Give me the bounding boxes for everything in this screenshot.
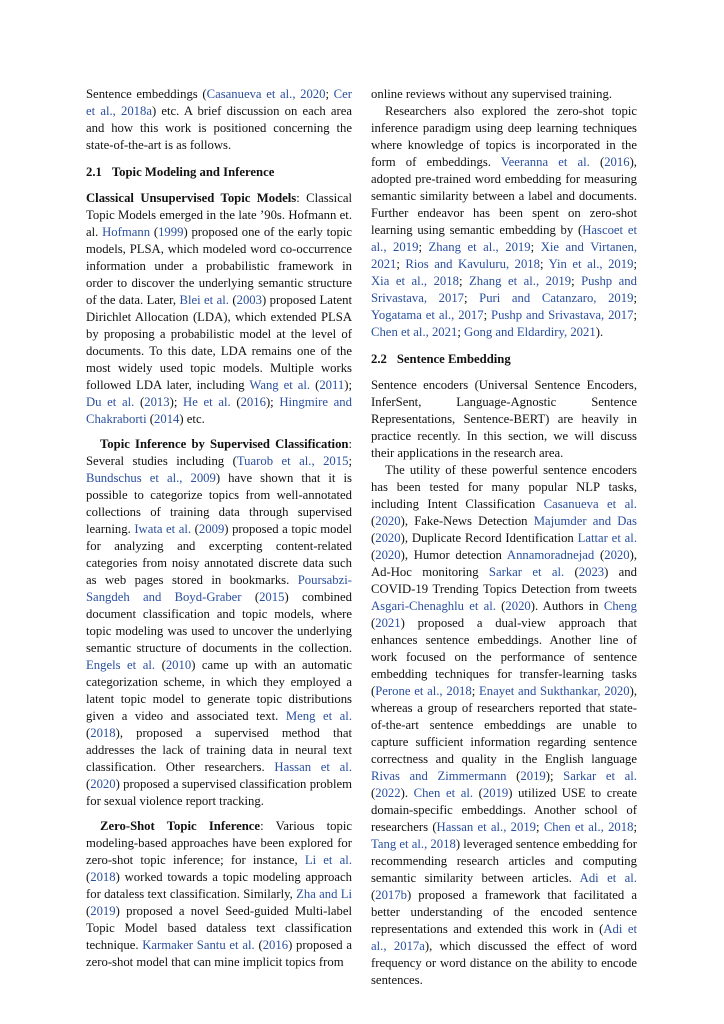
encoder-utility-paragraph [371,462,637,989]
zero-shot-topic-inference-paragraph [86,818,352,971]
run-in-heading: Zero-Shot Topic Inference [100,819,261,833]
text-run: ) proposed Latent Dirichlet Allocation (LDA), which extended PLSA by proposing a probabilistic model at the level of documents. To this date, LDA remains one of the most widely used topic models. Multiple works followed LDA later, including [86,293,352,392]
section-title: Topic Modeling and Inference [111,165,275,179]
citation-link[interactable]: 2020 [90,777,116,791]
citation-link[interactable]: 2011 [319,378,345,392]
citation-link[interactable]: 2019 [482,786,509,800]
text-run: ( [150,225,159,239]
text-run: ( [134,395,145,409]
text-run: ( [371,888,376,902]
citation-link[interactable]: Enayet and Sukthankar, 2020 [479,684,630,698]
text-run: ( [589,155,605,169]
citation-link[interactable]: Annamoradnejad [506,548,595,562]
text-run: ) proposed a dual-view approach that enhances sentence embeddings. Another line of work focused on the performance of sentence embedding techniques for transfer-learning tasks ( [371,616,637,698]
citation-link[interactable]: Lattar et al. [577,531,637,545]
text-run: ; [633,308,637,322]
run-in-heading: Classical Unsupervised Topic Models [86,191,297,205]
citation-link[interactable]: 2013 [144,395,170,409]
citation-link[interactable]: 2020 [375,531,401,545]
citation-link[interactable]: 2023 [578,565,605,579]
citation-link[interactable]: Du et al. [86,395,135,409]
text-run: ; [530,240,541,254]
citation-link[interactable]: Adi et al. [579,871,637,885]
citation-link[interactable]: He et al. [183,395,231,409]
supervised-classification-paragraph [86,436,352,810]
citation-link[interactable]: Chen et al. [413,786,474,800]
text-run: ( [310,378,320,392]
text-run: ) proposed a topic model for analyzing and excerpting content-related categories from noisy annotated discrete data such as web pages stored in bookmarks. [86,522,352,587]
text-run: ) have shown that it is possible to categorize topics from well-annotated collections of training data through supervised learning. [86,471,352,536]
text-run: ; [483,308,492,322]
citation-link[interactable]: 2019 [520,769,546,783]
text-run: ( [506,769,521,783]
text-run: ); [169,395,184,409]
citation-link[interactable]: 2016 [240,395,266,409]
citation-link[interactable]: 2009 [198,522,225,536]
text-run: ; [396,257,406,271]
text-run: ) proposed a supervised classification problem for sexual violence report tracking. [86,777,352,808]
text-run: ), whereas a group of researchers reported that state-of-the-art sentence embeddings are unable to capture sufficient information regarding sentence correctness and quality in the English language [371,684,638,766]
text-run: ), Ad-Hoc monitoring [371,548,638,579]
text-run: ; [536,820,544,834]
citation-link[interactable]: 2021 [375,616,401,630]
text-run: ), proposed a supervised method that addresses the lack of training data in neural text classification. Other researchers. [86,726,352,774]
text-run: ; [458,274,470,288]
text-run: ) leveraged sentence embedding for recommending research articles and computing semantic similarity between articles. [371,837,637,885]
citation-link[interactable]: 2022 [375,786,401,800]
citation-link[interactable]: Sarkar et al. [488,565,565,579]
citation-link[interactable]: Karmaker Santu et al. [142,938,255,952]
citation-link[interactable]: Chen et al., 2021 [371,325,458,339]
citation-link[interactable]: Meng et al. [285,709,352,723]
text-run: ), Humor detection [400,548,507,562]
zero-shot-embeddings-paragraph [371,103,637,341]
text-run: ); [265,395,280,409]
citation-link[interactable]: Hingmire and Chakraborti [86,395,352,426]
right-column [371,86,637,989]
citation-link[interactable]: 2018 [90,870,116,884]
text-run: ( [495,599,506,613]
citation-link[interactable]: Zhang et al., 2019 [469,274,572,288]
text-run: ) came up with an automatic categorization scheme, in which they employed a latent topic model to generate topic distributions given a video and associated text. [86,658,352,723]
text-run: ( [564,565,579,579]
citation-link[interactable]: Rivas and Zimmermann [371,769,507,783]
text-run: ( [241,590,260,604]
text-run: ) utilized USE to create domain-specific embeddings. Another school of researchers ( [371,786,638,834]
section-title: Sentence Embedding [396,352,511,366]
citation-link[interactable]: 2020 [375,548,401,562]
citation-link[interactable]: Sarkar et al. [563,769,637,783]
text-run: online reviews without any supervised training. [371,87,613,101]
citation-link[interactable]: Hassan et al. [274,760,352,774]
text-run: ; [325,87,334,101]
continuation-paragraph [371,86,637,103]
citation-link[interactable]: Poursabzi-Sangdeh and Boyd-Graber [86,573,352,604]
text-run: ) combined document classification and topic models, where topic modeling was used to uncover the underlying semantic structure of documents in the collection. [86,590,353,655]
classical-topic-models-paragraph [86,190,352,428]
citation-link[interactable]: Gong and Eldardiry, 2021 [464,325,596,339]
citation-link[interactable]: 2018 [90,726,116,740]
text-run: ; [464,291,480,305]
citation-link[interactable]: 2015 [259,590,285,604]
citation-link[interactable]: Veeranna et al. [500,155,590,169]
sentence-encoders-paragraph [371,377,637,462]
run-in-heading: Topic Inference by Supervised Classification [100,437,349,451]
section-number: 2.2 [371,352,387,366]
citation-link[interactable]: 2014 [154,412,180,426]
text-run: ; [633,257,637,271]
text-run: ), Duplicate Record Identification [400,531,578,545]
citation-link[interactable]: 2020 [375,514,401,528]
text-run: ), Fake-News Detection [400,514,534,528]
citation-link[interactable]: Casanueva et al. [543,497,637,511]
citation-link[interactable]: 2020 [604,548,630,562]
citation-link[interactable]: 2016 [604,155,630,169]
text-run: : Classical Topic Models emerged in the late ’90s. Hofmann et. al. [86,191,352,239]
text-run: ); [545,769,564,783]
text-run: ), which discussed the effect of word frequency or word distance on the ability to encode sentences. [371,939,637,987]
citation-link[interactable]: 2003 [236,293,262,307]
text-run: ), adopted pre-trained word embedding for measuring semantic similarity between a label and documents. Further endeavor has been spent on zero-shot learning using semantic embedding by ( [371,155,637,237]
text-run: ) etc. A brief discussion on each area and how this work is positioned concerning the state-of-the-art is as follows. [86,104,352,152]
text-run: ( [86,870,91,884]
text-run: The utility of these powerful sentence encoders has been tested for many popular NLP tasks, including Intent Classification [371,463,637,511]
text-run: Sentence embeddings ( [86,87,207,101]
citation-link[interactable]: 2020 [505,599,531,613]
text-run: ( [86,904,91,918]
text-run: ( [191,522,199,536]
citation-link[interactable]: Pushp and Srivastava, 2017 [491,308,634,322]
citation-link[interactable]: Zhang et al., 2019 [428,240,531,254]
text-run: ). [595,325,604,339]
text-run: ). Authors in [530,599,604,613]
citation-link[interactable]: Iwata et al. [134,522,192,536]
text-run: ; [571,274,582,288]
citation-link[interactable]: 2010 [165,658,192,672]
text-run: ( [371,531,376,545]
citation-link[interactable]: 2016 [262,938,289,952]
text-run: ( [594,548,605,562]
citation-link[interactable]: Bundschus et al., 2009 [86,471,216,485]
text-run: Sentence encoders (Universal Sentence Encoders, InferSent, Language-Agnostic Sentence Representations, Sentence-BERT) are heavily in practice recently. In this section, we will discuss their applications in the research area. [371,378,637,460]
text-run: ) proposed one of the early topic models, PLSA, which modeled word co-occurrence information under a probabilistic framework in order to discover the underlying semantic structure of the data. Later, [86,225,352,307]
citation-link[interactable]: Tuarob et al., 2015 [236,454,349,468]
text-run: ( [254,938,263,952]
citation-link[interactable]: Asgari-Chenaghlu et al. [371,599,496,613]
citation-link[interactable]: Majumder and Das [533,514,637,528]
citation-link[interactable]: 1999 [158,225,184,239]
left-column [86,86,352,971]
text-run: ) worked towards a topic modeling approach for dataless text classification. Similarly, [86,870,352,901]
text-run: ( [228,293,237,307]
text-run: : Various topic modeling-based approaches have been explored for zero-shot topic inference; for instance, [86,819,352,867]
text-run: ). [400,786,414,800]
text-run: ; [633,291,637,305]
text-run: ) and COVID-19 Trending Topics Detection from tweets [371,565,637,596]
text-run: ; [348,454,352,468]
citation-link[interactable]: Blei et al. [179,293,229,307]
text-run: ; [540,257,549,271]
text-run: ( [146,412,155,426]
section-number: 2.1 [86,165,102,179]
text-run: ( [371,786,376,800]
citation-link[interactable]: Rios and Kavuluru, 2018 [405,257,540,271]
text-run: ( [230,395,241,409]
citation-link[interactable]: Zha and Li [296,887,352,901]
section-heading-sentence-embedding [371,351,637,368]
citation-link[interactable]: Hofmann [102,225,151,239]
citation-link[interactable]: Yin et al., 2019 [548,257,634,271]
citation-link[interactable]: Xie and Virtanen, 2021 [371,240,637,271]
citation-link[interactable]: Tang et al., 2018 [371,837,456,851]
citation-link[interactable]: Li et al. [304,853,352,867]
text-run: ); [344,378,352,392]
text-run: Researchers also explored the zero-shot topic inference paradigm using deep learning techniques where knowledge of topics is incorporated in the form of embeddings. [371,104,637,169]
citation-link[interactable]: Engels et al. [86,658,156,672]
citation-link[interactable]: Wang et al. [249,378,311,392]
citation-link[interactable]: Cheng [603,599,637,613]
text-run: ( [371,514,376,528]
text-run: ) proposed a zero-shot model that can mine implicit topics from [86,938,352,969]
text-run: ( [473,786,483,800]
citation-link[interactable]: Hassan et al., 2019 [436,820,537,834]
text-run: ; [471,684,480,698]
text-run: ( [371,548,376,562]
citation-link[interactable]: Hascoet et al., 2019 [371,223,637,254]
intro-paragraph [86,86,352,154]
citation-link[interactable]: Perone et al., 2018 [375,684,472,698]
text-run: : Several studies including ( [86,437,352,468]
text-run: ( [86,726,91,740]
text-run: ; [633,820,637,834]
citation-link[interactable]: Puri and Catanzaro, 2019 [479,291,634,305]
text-run: ( [155,658,166,672]
text-run: ( [371,616,376,630]
text-run: ( [86,777,91,791]
text-run: ) proposed a novel Seed-guided Multi-label Topic Model based dataless text classification technique. [86,904,352,952]
citation-link[interactable]: Xia et al., 2018 [371,274,459,288]
citation-link[interactable]: Adi et al., 2017a [371,922,637,953]
citation-link[interactable]: 2017b [375,888,407,902]
citation-link[interactable]: 2019 [90,904,116,918]
text-run: ) proposed a framework that facilitated a better understanding of the encoded sentence representations and extended this work in ( [371,888,637,936]
text-run: ; [457,325,465,339]
text-run: ; [418,240,429,254]
citation-link[interactable]: Chen et al., 2018 [543,820,634,834]
citation-link[interactable]: Cer et al., 2018a [86,87,352,118]
citation-link[interactable]: Casanueva et al., 2020 [206,87,326,101]
text-run: ) etc. [179,412,205,426]
citation-link[interactable]: Yogatama et al., 2017 [371,308,484,322]
section-heading-topic-modeling [86,164,352,181]
citation-link[interactable]: Pushp and Srivastava, 2017 [371,274,637,305]
